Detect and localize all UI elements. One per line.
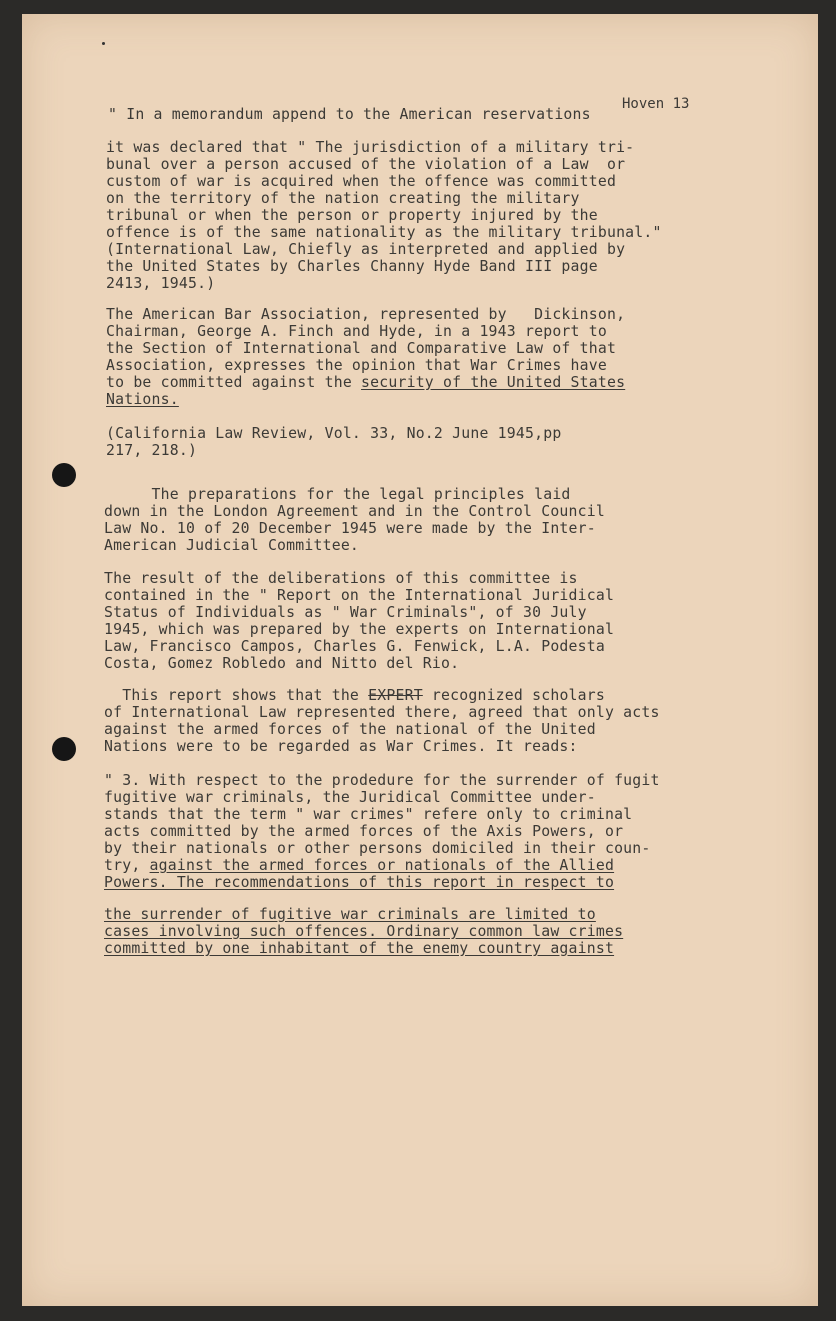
- underlined-text: cases involving such offences. Ordinary common law crimes: [104, 923, 624, 940]
- paper-speck: [102, 42, 105, 45]
- text-line: Association, expresses the opinion that War Crimes have: [106, 357, 607, 374]
- text-line: by their nationals or other persons domiciled in their coun-: [104, 840, 651, 857]
- text-segment: to be committed against the: [106, 374, 362, 391]
- punch-hole-bottom: [52, 737, 76, 761]
- underlined-text: against the armed forces or nationals of the Allied: [149, 857, 615, 874]
- text-segment: recognized scholars: [422, 687, 605, 704]
- text-line: bunal over a person accused of the violation of a Law or: [106, 156, 626, 173]
- text-line: American Judicial Committee.: [104, 537, 360, 554]
- text-line: acts committed by the armed forces of the Axis Powers, or: [104, 823, 624, 840]
- punch-hole-top: [52, 463, 76, 487]
- text-line: The American Bar Association, represented by Dickinson,: [106, 306, 626, 323]
- text-line: offence is of the same nationality as the military tribunal.": [106, 224, 662, 241]
- text-line: Chairman, George A. Finch and Hyde, in a 1943 report to: [106, 323, 607, 340]
- text-segment: This report shows that the: [104, 687, 369, 704]
- text-line: (California Law Review, Vol. 33, No.2 June 1945,pp: [106, 425, 562, 442]
- struck-text: EXPERT: [368, 687, 423, 704]
- text-line: The preparations for the legal principles laid: [106, 486, 571, 503]
- text-line: Nations were to be regarded as War Crimes. It reads:: [104, 738, 578, 755]
- text-line: fugitive war criminals, the Juridical Committee under-: [104, 789, 596, 806]
- text-line: contained in the " Report on the International Juridical: [104, 587, 615, 604]
- underlined-text: the surrender of fugitive war criminals are limited to: [104, 906, 596, 923]
- underlined-text: Nations.: [106, 391, 179, 408]
- text-line: against the armed forces of the national of the United: [104, 721, 596, 738]
- text-line: it was declared that " The jurisdiction of a military tri-: [106, 139, 635, 156]
- text-line: 2413, 1945.): [106, 275, 216, 292]
- underlined-text: security of the United States: [361, 374, 626, 391]
- page-number-label: Hoven 13: [622, 96, 690, 112]
- underlined-text: committed by one inhabitant of the enemy country against: [104, 940, 615, 957]
- text-line: " 3. With respect to the prodedure for the surrender of fugit: [104, 772, 660, 789]
- underlined-text: Powers. The recommendations of this report in respect to: [104, 874, 615, 891]
- text-line: Law No. 10 of 20 December 1945 were made by the Inter-: [104, 520, 596, 537]
- text-line: [106, 374, 625, 391]
- text-line: stands that the term " war crimes" refere only to criminal: [104, 806, 633, 823]
- text-line: [104, 857, 614, 874]
- text-line: Law, Francisco Campos, Charles G. Fenwick, L.A. Podesta: [104, 638, 605, 655]
- text-line: the Section of International and Comparative Law of that: [106, 340, 617, 357]
- text-line: down in the London Agreement and in the Control Council: [104, 503, 605, 520]
- text-line: The result of the deliberations of this committee is: [104, 570, 578, 587]
- text-line: 1945, which was prepared by the experts on International: [104, 621, 615, 638]
- text-line: 217, 218.): [106, 442, 198, 459]
- text-line: of International Law represented there, agreed that only acts: [104, 704, 660, 721]
- text-line: [104, 687, 605, 704]
- text-line: (International Law, Chiefly as interpreted and applied by: [106, 241, 626, 258]
- text-line: custom of war is acquired when the offence was committed: [106, 173, 617, 190]
- text-line: " In a memorandum append to the American reservations: [108, 106, 591, 123]
- text-line: on the territory of the nation creating the military: [106, 190, 580, 207]
- text-line: Status of Individuals as " War Criminals", of 30 July: [104, 604, 587, 621]
- text-line: tribunal or when the person or property injured by the: [106, 207, 598, 224]
- text-line: the United States by Charles Channy Hyde Band III page: [106, 258, 598, 275]
- text-segment: try,: [104, 857, 150, 874]
- text-line: Costa, Gomez Robledo and Nitto del Rio.: [104, 655, 460, 672]
